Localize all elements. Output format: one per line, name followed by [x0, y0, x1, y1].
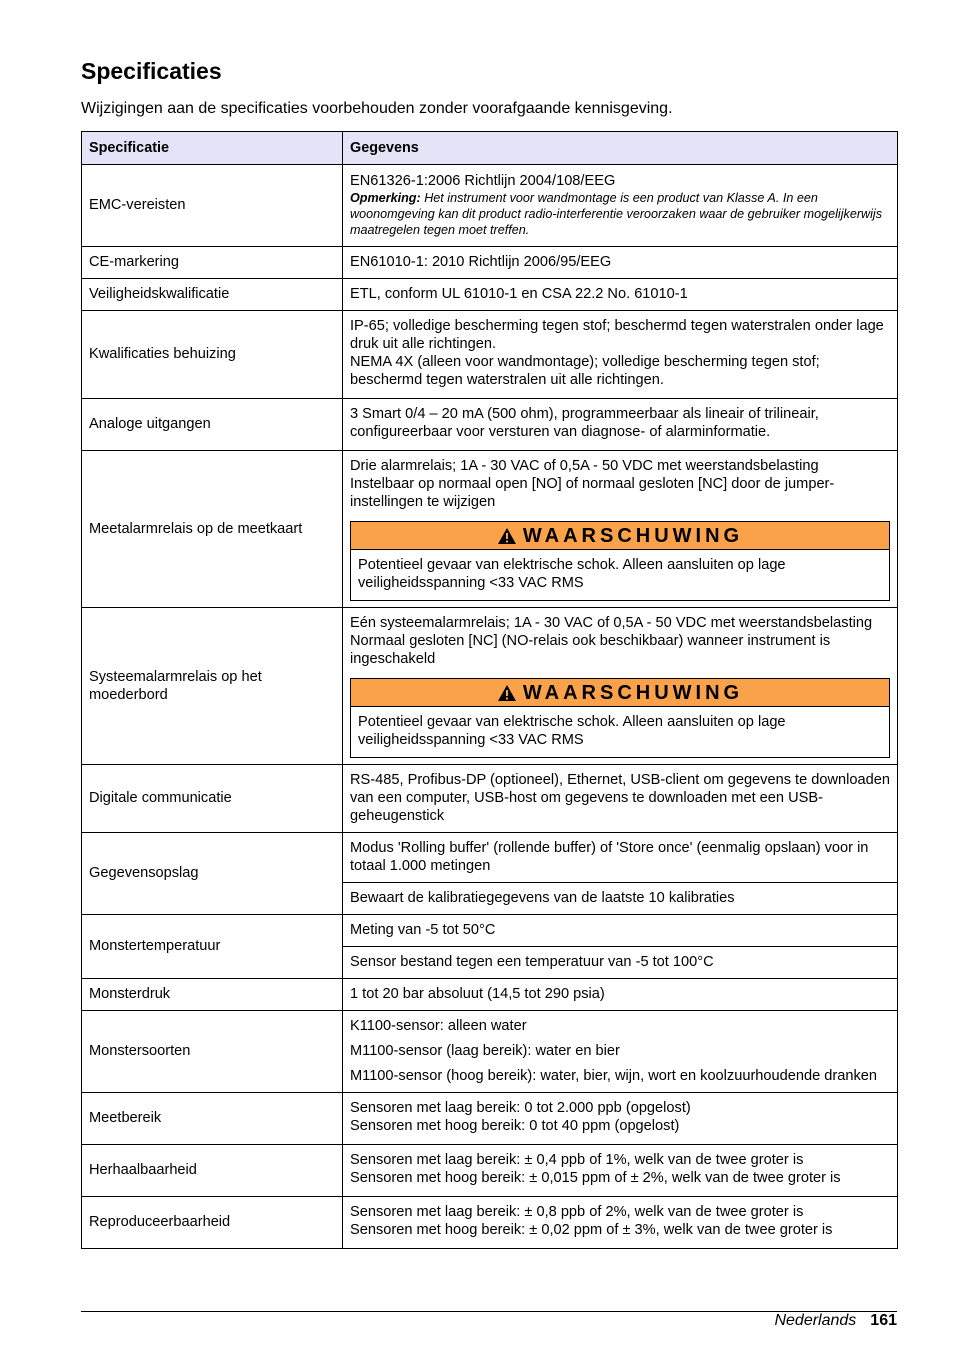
table-row — [82, 1011, 898, 1093]
spec-value: Modus 'Rolling buffer' (rollende buffer) of 'Store once' (eenmalig opslaan) voor in totaal 1.000 metingen — [343, 833, 898, 883]
spec-value-text: Normaal gesloten [NC] (NO-relais ook beschikbaar) wanneer instrument is ingeschakeld — [350, 633, 831, 667]
spec-value-text: NEMA 4X (alleen voor wandmontage); volledige bescherming tegen stof; beschermd tegen waterstralen uit alle richtingen. — [350, 354, 820, 388]
spec-value: Meting van -5 tot 50°C — [343, 915, 898, 947]
page-title: Specificaties — [81, 58, 222, 84]
table-row — [82, 247, 898, 279]
spec-label: Monstersoorten — [82, 1011, 343, 1093]
table-row — [82, 451, 898, 608]
spec-value — [343, 165, 898, 247]
spec-value-text: Sensoren met hoog bereik: ± 0,02 ppm of ± 3%, welk van de twee groter is — [350, 1222, 833, 1238]
spec-value-text: M1100-sensor (hoog bereik): water, bier, wijn, wort en koolzuurhoudende dranken — [350, 1068, 878, 1084]
spec-value-text: Sensoren met hoog bereik: ± 0,015 ppm of ± 2%, welk van de twee groter is — [350, 1170, 841, 1186]
spec-value: ETL, conform UL 61010-1 en CSA 22.2 No. 61010-1 — [343, 279, 898, 311]
table-row — [82, 765, 898, 833]
warning-triangle-icon — [497, 527, 517, 545]
table-row — [82, 833, 898, 883]
footer-language: Nederlands — [774, 1312, 857, 1329]
specifications-table — [81, 131, 898, 1249]
spec-label: EMC-vereisten — [82, 165, 343, 247]
table-row — [82, 1093, 898, 1145]
spec-value-text: Sensoren met laag bereik: 0 tot 2.000 ppb (opgelost) — [350, 1100, 691, 1116]
warning-title: WAARSCHUWING — [522, 681, 744, 704]
note-text: Het instrument voor wandmontage is een product van Klasse A. In een woonomgeving kan dit product radio-interferentie veroorzaken waar de gebruiker mogelijkerwijs maatregelen tegen moet treffen. — [350, 191, 883, 237]
spec-value: Sensor bestand tegen een temperatuur van -5 tot 100°C — [343, 947, 898, 979]
spec-value-text: K1100-sensor: alleen water — [350, 1018, 527, 1034]
spec-value-text: EN61326-1:2006 Richtlijn 2004/108/EEG — [350, 173, 616, 189]
warning-triangle-icon — [497, 684, 517, 702]
spec-label: Monsterdruk — [82, 979, 343, 1011]
spec-value-text: Sensoren met laag bereik: ± 0,4 ppb of 1%, welk van de twee groter is — [350, 1152, 804, 1168]
spec-value — [343, 608, 898, 765]
spec-label: Reproduceerbaarheid — [82, 1197, 343, 1249]
spec-value: Bewaart de kalibratiegegevens van de laatste 10 kalibraties — [343, 883, 898, 915]
spec-label: CE-markering — [82, 247, 343, 279]
spec-value: 3 Smart 0/4 – 20 mA (500 ohm), programmeerbaar als lineair of trilineair, configureerbaar voor versturen van diagnose- of alarminformatie. — [343, 399, 898, 451]
intro-text: Wijzigingen aan de specificaties voorbehouden zonder voorafgaande kennisgeving. — [81, 100, 673, 117]
column-header-data: Gegevens — [343, 132, 898, 165]
spec-value: RS-485, Profibus-DP (optioneel), Ethernet, USB-client om gegevens te downloaden van een computer, USB-host om gegevens te downloaden met een USB-geheugenstick — [343, 765, 898, 833]
warning-text: Potentieel gevaar van elektrische schok. Alleen aansluiten op lage veiligheidsspanning <33 VAC RMS — [358, 557, 786, 591]
column-header-specification: Specificatie — [82, 132, 343, 165]
spec-value — [343, 451, 898, 608]
spec-value-text: Drie alarmrelais; 1A - 30 VAC of 0,5A - 50 VDC met weerstandsbelasting — [350, 458, 819, 474]
note — [350, 190, 890, 238]
spec-value-text: Instelbaar op normaal open [NO] of normaal gesloten [NC] door de jumper-instellingen te wijzigen — [350, 476, 835, 510]
spec-label: Gegevensopslag — [82, 833, 343, 915]
warning-title: WAARSCHUWING — [522, 524, 744, 547]
note-label: Opmerking: — [350, 191, 421, 205]
page-number: 161 — [870, 1312, 897, 1329]
table-row — [82, 915, 898, 947]
table-row — [82, 399, 898, 451]
warning-box — [350, 678, 890, 758]
table-row — [82, 979, 898, 1011]
table-row — [82, 608, 898, 765]
table-row — [82, 279, 898, 311]
warning-box — [350, 521, 890, 601]
spec-label: Digitale communicatie — [82, 765, 343, 833]
spec-label: Monstertemperatuur — [82, 915, 343, 979]
page-footer — [774, 1312, 897, 1330]
spec-value-text: Eén systeemalarmrelais; 1A - 30 VAC of 0,5A - 50 VDC met weerstandsbelasting — [350, 615, 873, 631]
warning-text: Potentieel gevaar van elektrische schok. Alleen aansluiten op lage veiligheidsspanning <33 VAC RMS — [358, 714, 786, 748]
spec-label: Meetbereik — [82, 1093, 343, 1145]
warning-header — [351, 522, 889, 550]
spec-label: Meetalarmrelais op de meetkaart — [82, 451, 343, 608]
spec-value: 1 tot 20 bar absoluut (14,5 tot 290 psia) — [343, 979, 898, 1011]
table-row — [82, 1197, 898, 1249]
spec-label: Kwalificaties behuizing — [82, 311, 343, 399]
spec-label: Systeemalarmrelais op het moederbord — [82, 608, 343, 765]
table-header-row — [82, 132, 898, 165]
spec-value — [343, 311, 898, 399]
spec-value — [343, 1011, 898, 1093]
spec-label: Analoge uitgangen — [82, 399, 343, 451]
warning-header — [351, 679, 889, 707]
spec-value-text: Sensoren met laag bereik: ± 0,8 ppb of 2%, welk van de twee groter is — [350, 1204, 804, 1220]
table-row — [82, 311, 898, 399]
spec-value — [343, 1145, 898, 1197]
spec-label: Veiligheidskwalificatie — [82, 279, 343, 311]
table-row — [82, 1145, 898, 1197]
spec-value: EN61010-1: 2010 Richtlijn 2006/95/EEG — [343, 247, 898, 279]
spec-value — [343, 1197, 898, 1249]
spec-value — [343, 1093, 898, 1145]
spec-label: Herhaalbaarheid — [82, 1145, 343, 1197]
table-row — [82, 165, 898, 247]
spec-value-text: Sensoren met hoog bereik: 0 tot 40 ppm (opgelost) — [350, 1118, 680, 1134]
spec-value-text: IP-65; volledige bescherming tegen stof; beschermd tegen waterstralen onder lage druk uit alle richtingen. — [350, 318, 884, 352]
spec-value-text: M1100-sensor (laag bereik): water en bier — [350, 1043, 620, 1059]
